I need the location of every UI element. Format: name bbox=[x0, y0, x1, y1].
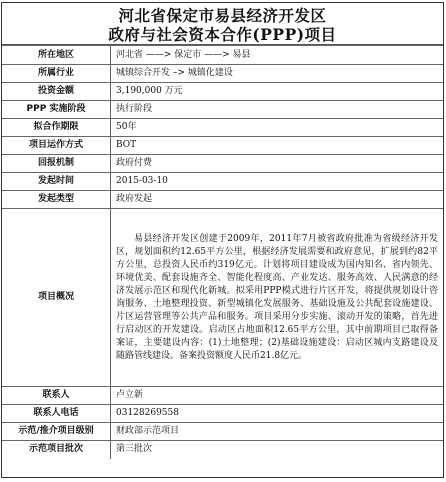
row-label-demo-level: 示范/推介项目级别 bbox=[2, 423, 111, 441]
table-row bbox=[2, 65, 443, 83]
row-value-launch-type: 政府发起 bbox=[111, 191, 444, 209]
table-row bbox=[2, 405, 443, 423]
table-row bbox=[2, 119, 443, 137]
row-value-demo-level: 财政部示范项目 bbox=[111, 423, 444, 441]
table-row bbox=[2, 46, 443, 65]
table-row bbox=[2, 137, 443, 155]
overview-text: 易县经济开发区创建于2009年，2011年7月被省政府批准为省级经济开发区，规划面积约12.65平方公里，根据经济发展需要和政府意见，扩展到约82平方公里，总投资人民币约319亿元。计划将项目建设成为国内知名、省内领先、环境优美、配套设施齐全、智能化程度高、产业发达、服务高效、人民满意的经济发展示范区和现代化新城。拟采用PPP模式进行片区开发，将提供规划设计咨询服务、土地整理投资、新型城镇化发展服务、基础设施及公共配套设施建设、片区运营管理等公共产品和服务。项目采用分步实施、滚动开发的策略，首先进行启动区的开发建设。启动区占地面积12.65平方公里，其中前期项目已取得备案证，主要建设内容：(1)土地整理；(2)基础设施建设：启动区城内支路建设及随路管线建设。备案投资额度人民币21.8亿元。 bbox=[116, 233, 438, 361]
row-label-investment: 投资金额 bbox=[2, 83, 111, 101]
title-line-1: 河北省保定市易县经济开发区 bbox=[118, 6, 327, 25]
row-label-overview: 项目概况 bbox=[2, 209, 111, 387]
table-row bbox=[2, 387, 443, 405]
row-value-overview bbox=[111, 209, 444, 387]
row-label-industry: 所属行业 bbox=[2, 65, 111, 83]
table-row bbox=[2, 101, 443, 119]
row-value-region: 河北省 ——> 保定市 ——> 易县 bbox=[111, 46, 444, 65]
row-value-contact: 卢立新 bbox=[111, 387, 444, 405]
table-row bbox=[2, 423, 443, 441]
row-value-term: 50年 bbox=[111, 119, 444, 137]
table-row bbox=[2, 173, 443, 191]
table-row bbox=[2, 191, 443, 209]
row-value-stage: 执行阶段 bbox=[111, 101, 444, 119]
row-label-region: 所在地区 bbox=[2, 46, 111, 65]
project-info-table bbox=[2, 45, 443, 459]
row-label-term: 拟合作期限 bbox=[2, 119, 111, 137]
row-label-contact: 联系人 bbox=[2, 387, 111, 405]
table-row bbox=[2, 83, 443, 101]
row-label-launch-type: 发起类型 bbox=[2, 191, 111, 209]
row-value-demo-batch: 第三批次 bbox=[111, 441, 444, 459]
title-line-2: 政府与社会资本合作(PPP)项目 bbox=[108, 25, 337, 44]
row-value-launch-date: 2015-03-10 bbox=[111, 173, 444, 191]
row-label-stage: PPP 实施阶段 bbox=[2, 101, 111, 119]
table-row bbox=[2, 155, 443, 173]
row-label-launch-date: 发起时间 bbox=[2, 173, 111, 191]
row-value-contact-phone: 03128269558 bbox=[111, 405, 444, 423]
row-value-industry: 城镇综合开发 –> 城镇化建设 bbox=[111, 65, 444, 83]
document-title bbox=[2, 3, 443, 45]
row-value-return-mechanism: 政府付费 bbox=[111, 155, 444, 173]
row-value-operation-mode: BOT bbox=[111, 137, 444, 155]
row-label-return-mechanism: 回报机制 bbox=[2, 155, 111, 173]
row-value-investment: 3,190,000 万元 bbox=[111, 83, 444, 101]
ppp-project-sheet bbox=[1, 2, 444, 478]
table-row bbox=[2, 209, 443, 387]
row-label-operation-mode: 项目运作方式 bbox=[2, 137, 111, 155]
row-label-contact-phone: 联系人电话 bbox=[2, 405, 111, 423]
table-row bbox=[2, 441, 443, 459]
row-label-demo-batch: 示范项目批次 bbox=[2, 441, 111, 459]
